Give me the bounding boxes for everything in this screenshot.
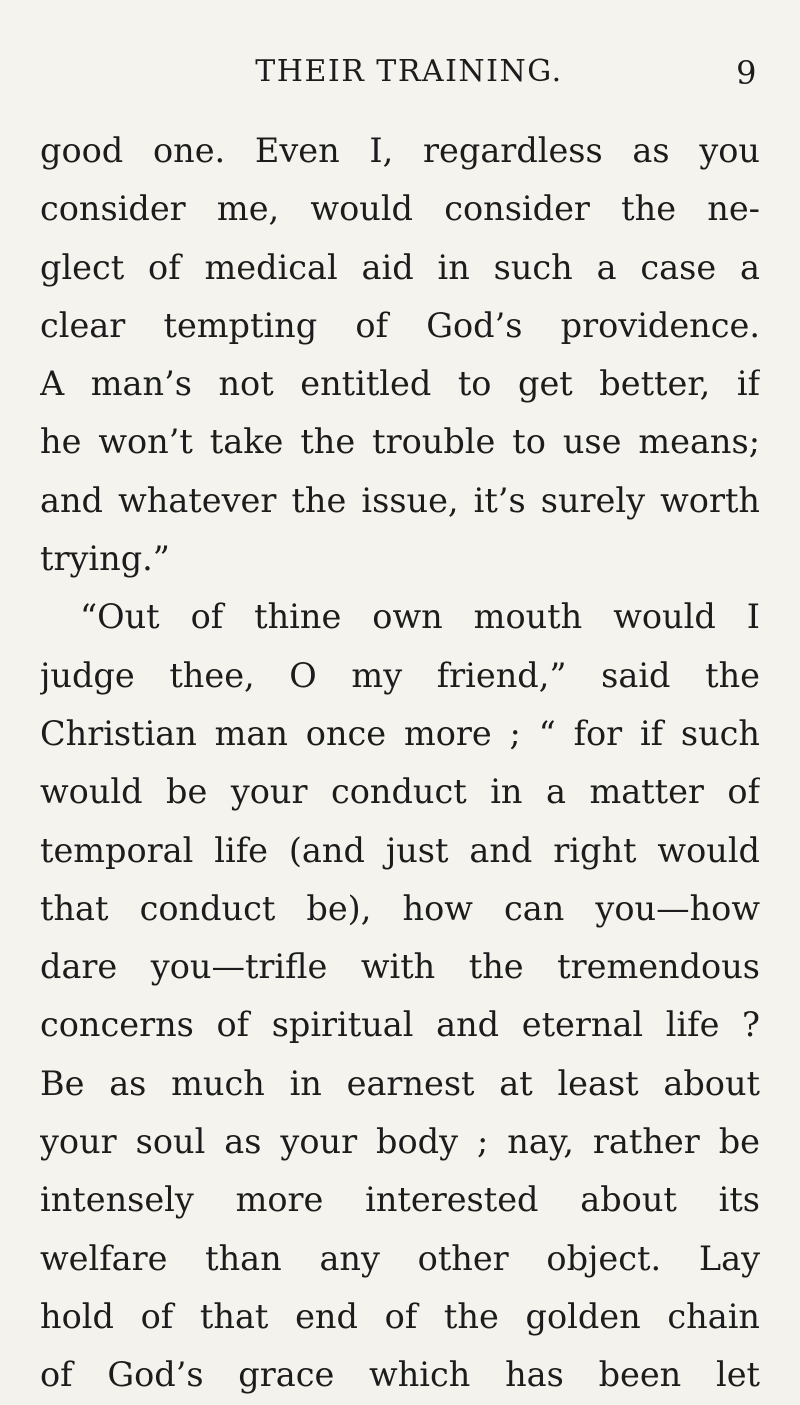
- text-line: temporal life (and just and right would: [40, 830, 760, 870]
- text-line: hold of that end of the golden chain: [40, 1296, 760, 1336]
- text-line: judge thee, O my friend,” said the: [40, 655, 760, 695]
- page-number: 9: [736, 54, 758, 92]
- text-line: good one. Even I, regardless as you: [40, 131, 760, 170]
- text-line: and whatever the issue, it’s surely worth: [40, 480, 760, 520]
- text-line: Christian man once more ; “ for if such: [40, 713, 760, 753]
- text-line: consider me, would consider the ne-: [40, 189, 760, 229]
- text-line: dare you—trifle with the tremendous: [40, 947, 760, 987]
- body-text: [40, 122, 760, 1405]
- text-line: welfare than any other object. Lay: [40, 1238, 760, 1278]
- text-line: he won’t take the trouble to use means;: [40, 422, 760, 462]
- text-line: concerns of spiritual and eternal life ?: [40, 1005, 760, 1045]
- text-line: your soul as your body ; nay, rather be: [40, 1122, 760, 1162]
- text-line: “Out of thine own mouth would I: [80, 597, 760, 637]
- text-line: trying.”: [40, 539, 170, 579]
- text-line: A man’s not entitled to get better, if: [40, 364, 760, 404]
- running-head: [40, 54, 758, 94]
- text-line: would be your conduct in a matter of: [40, 772, 760, 812]
- text-line: intensely more interested about its: [40, 1180, 760, 1220]
- text-line: glect of medical aid in such a case a: [40, 247, 760, 287]
- text-line: of God’s grace which has been let: [40, 1355, 760, 1395]
- text-line: Be as much in earnest at least about: [40, 1063, 760, 1103]
- running-title: THEIR TRAINING.: [255, 54, 563, 89]
- text-line: clear tempting of God’s providence.: [40, 305, 760, 345]
- text-line: that conduct be), how can you—how: [40, 888, 760, 928]
